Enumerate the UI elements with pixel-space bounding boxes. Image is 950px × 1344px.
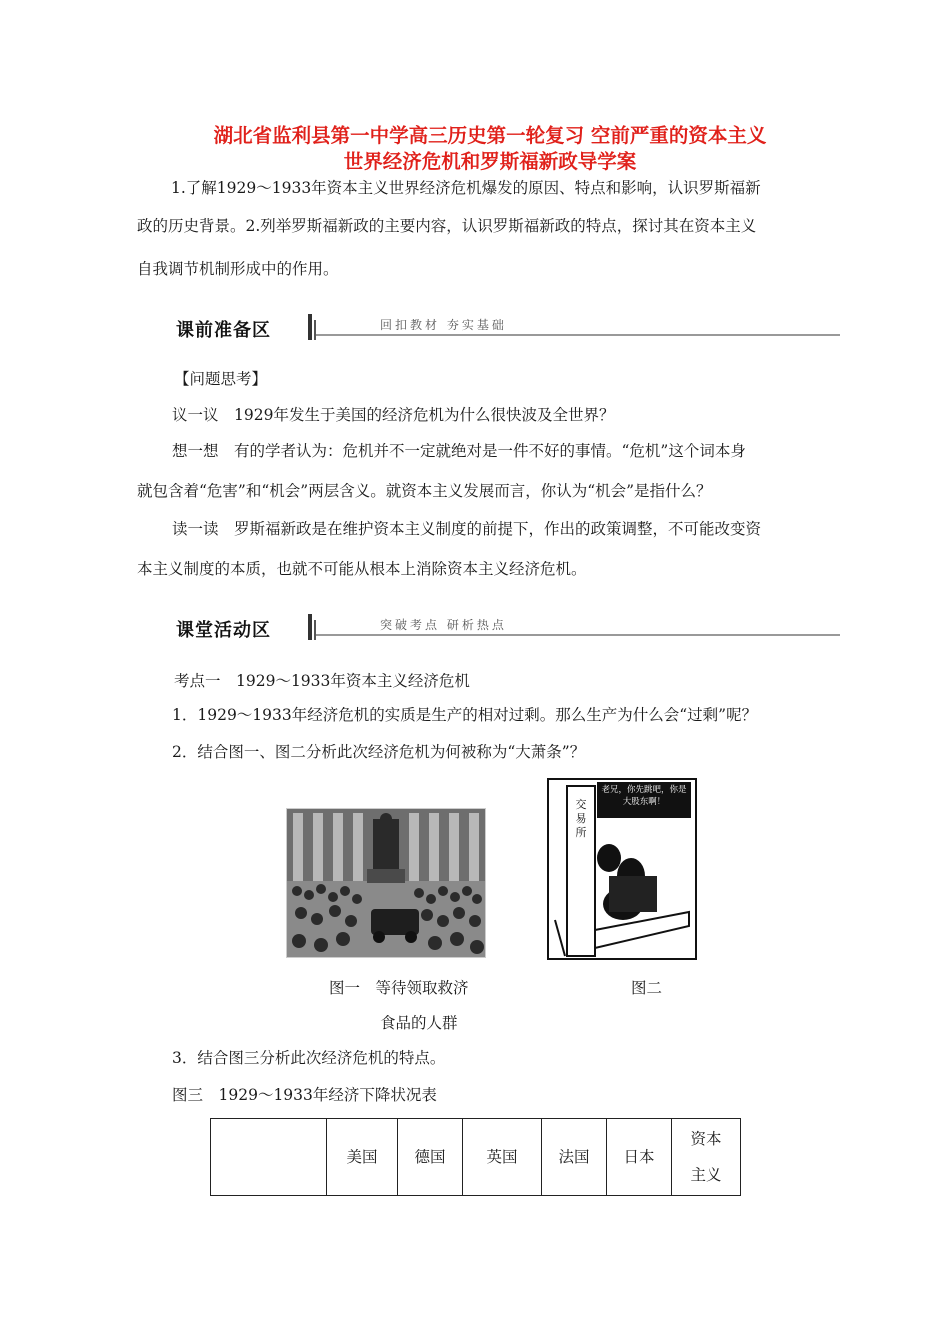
figure-2-caption: 图二	[631, 979, 663, 997]
table-header-cell: 日本	[607, 1119, 672, 1196]
activity-question-3: 3．结合图三分析此次经济危机的特点。	[172, 1049, 446, 1067]
question-read-line1: 读一读 罗斯福新政是在维护资本主义制度的前提下，作出的政策调整，不可能改变资	[172, 520, 762, 538]
question-heading: 【问题思考】	[174, 370, 268, 388]
section-divider	[314, 620, 316, 640]
table-header-cell: 资本主义	[690, 1130, 722, 1184]
document-title-line1: 湖北省监利县第一中学高三历史第一轮复习 空前严重的资本主义	[213, 124, 767, 147]
figure-1-crowd-photo	[286, 808, 486, 958]
question-think-line1: 想一想 有的学者认为：危机并不一定就绝对是一件不好的事情。“危机”这个词本身	[172, 442, 746, 460]
figure-1-caption-line2: 食品的人群	[380, 1014, 458, 1032]
section-header-classroom	[172, 614, 840, 644]
table-header-cell: 英国	[463, 1119, 542, 1196]
section-divider	[314, 320, 316, 340]
activity-question-1: 1．1929～1933年经济危机的实质是生产的相对过剩。那么生产为什么会“过剩”呢？	[172, 706, 758, 724]
exam-point-1: 考点一 1929～1933年资本主义经济危机	[174, 672, 470, 690]
section-subtitle: 突破考点 研析热点	[380, 618, 507, 632]
table-header-cell: 德国	[398, 1119, 463, 1196]
crowd-photo-graphic	[287, 809, 485, 957]
economic-decline-table	[210, 1118, 741, 1196]
objectives-line1: 1.了解1929～1933年资本主义世界经济危机爆发的原因、特点和影响，认识罗斯福新	[171, 179, 761, 197]
question-think-line2: 就包含着“危害”和“机会”两层含义。就资本主义发展而言，你认为“机会”是指什么？	[137, 482, 712, 500]
section-label: 课堂活动区	[176, 620, 271, 641]
table-row	[211, 1119, 741, 1196]
section-subtitle: 回扣教材 夯实基础	[380, 318, 507, 332]
question-read-line2: 本主义制度的本质，也就不可能从根本上消除资本主义经济危机。	[137, 560, 587, 578]
cartoon-exchange-sign: 交易所	[575, 798, 587, 839]
section-header-preparation	[172, 314, 840, 344]
table-header-cell: 美国	[327, 1119, 398, 1196]
objectives-line2: 政的历史背景。2.列举罗斯福新政的主要内容，认识罗斯福新政的特点，探讨其在资本主义	[137, 217, 757, 235]
section-label: 课前准备区	[176, 320, 271, 341]
section-rule	[316, 334, 840, 336]
section-divider	[308, 314, 312, 340]
section-divider	[308, 614, 312, 640]
table-header-cell	[211, 1119, 327, 1196]
figure-3-caption: 图三 1929～1933年经济下降状况表	[172, 1086, 437, 1104]
question-discuss: 议一议 1929年发生于美国的经济危机为什么很快波及全世界？	[172, 406, 615, 424]
document-title-line2: 世界经济危机和罗斯福新政导学案	[343, 150, 637, 173]
figure-1-caption-line1: 图一 等待领取救济	[329, 979, 469, 997]
table-header-cell: 法国	[542, 1119, 607, 1196]
figure-2-cartoon	[547, 778, 697, 960]
section-rule	[316, 634, 840, 636]
activity-question-2: 2．结合图一、图二分析此次经济危机为何被称为“大萧条”？	[172, 743, 586, 761]
cartoon-speech-bubble: 老兄，你先跳吧，你是大股东啊！	[601, 785, 687, 807]
objectives-line3: 自我调节机制形成中的作用。	[137, 260, 339, 278]
